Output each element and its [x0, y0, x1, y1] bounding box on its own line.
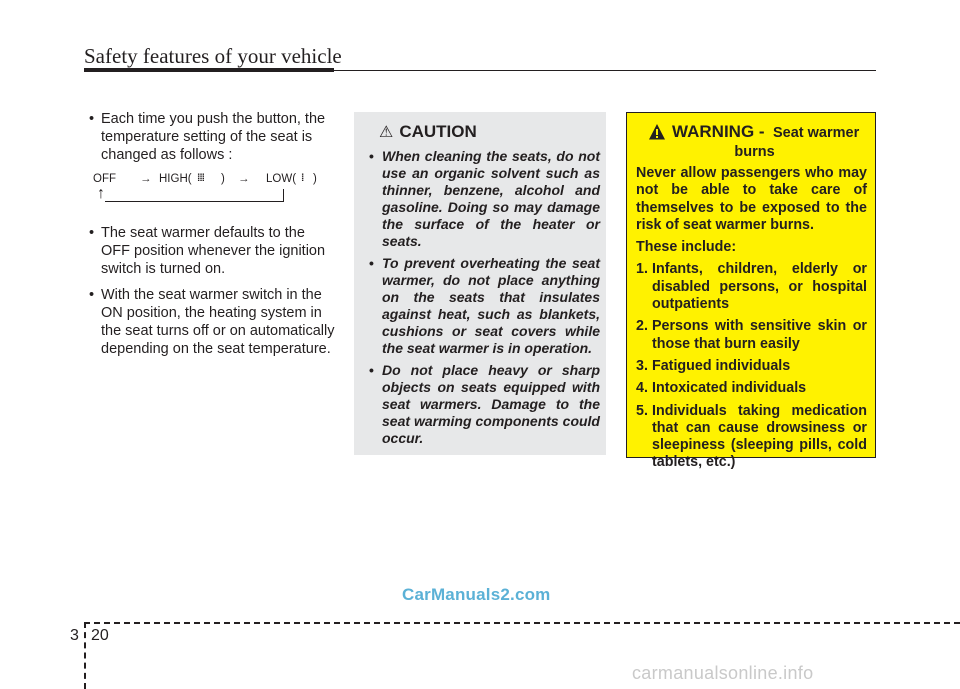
warning-triangle-icon: [648, 123, 666, 141]
warning-heading: [648, 122, 867, 161]
flow-high-close: ): [221, 173, 225, 185]
warning-subtitle-line1: Seat warmer: [773, 125, 860, 141]
warning-subtitle-line2: burns: [734, 144, 775, 160]
watermark-link[interactable]: CarManuals2.com: [402, 585, 551, 604]
flow-return-tick: [283, 189, 284, 202]
page-number: 20: [91, 627, 109, 644]
header-rule-thick: [84, 68, 334, 72]
caution-item-solvent: • When cleaning the seats, do not use an organic solvent such as thinner, benzene, alcohol and gasoline. Doing so may damage the surface of the heater or seats.: [369, 148, 600, 250]
caution-triangle-icon: ⚠: [379, 124, 394, 141]
list-item: 4. Intoxicated individuals: [636, 380, 807, 397]
footer-vertical-divider: [84, 622, 86, 689]
chapter-number: 3: [70, 627, 79, 644]
list-item: 5. Individuals taking medication that can cause drowsiness or sleepiness (sleeping pills, cold tablets, etc.): [636, 402, 867, 471]
caution-item-overheating: • To prevent overheating the seat warmer, do not place anything on the seats that insulates against heat, such as blankets, cushions or seat covers while the seat warmer is in operation.: [369, 255, 600, 357]
warning-include: These include:: [636, 239, 737, 256]
bullet-default-off: • The seat warmer defaults to the OFF position whenever the ignition switch is turned on.: [86, 224, 336, 278]
warning-box: [626, 112, 876, 471]
flow-arrow-1: →: [140, 173, 152, 185]
warning-body: [636, 165, 867, 472]
caution-item-sharp-objects: • Do not place heavy or sharp objects on seats equipped with seat warmers. Damage to the seat warming components could occur.: [369, 362, 600, 447]
left-column: [86, 110, 336, 358]
list-item: 3. Fatigued individuals: [636, 357, 791, 374]
warning-list: [636, 261, 867, 471]
warning-intro: Never allow passengers who may not be able to take care of themselves to be exposed to the risk of seat warmer burns.: [636, 165, 867, 233]
flow-off-label: OFF: [93, 173, 116, 185]
seat-heat-high-icon: ⁞⁞⁞: [197, 173, 204, 184]
list-item: 1. Infants, children, elderly or disabled persons, or hospital outpatients: [636, 261, 867, 313]
temperature-flow-diagram: [93, 173, 323, 209]
header-rule-thin: [334, 70, 876, 71]
caution-box: [354, 112, 606, 455]
flow-arrow-2: →: [238, 173, 250, 185]
caution-heading: [379, 122, 600, 142]
flow-return-line: [105, 201, 283, 202]
flow-low-label: LOW(: [266, 173, 297, 185]
list-item: 2. Persons with sensitive skin or those that burn easily: [636, 318, 867, 352]
watermark-bottom: carmanualsonline.info: [632, 663, 814, 683]
caution-list: [369, 148, 600, 447]
caution-title: CAUTION: [399, 122, 477, 141]
seat-heat-low-icon: ⁞: [301, 173, 304, 184]
flow-low-close: ): [313, 173, 317, 185]
bullet-auto-control: • With the seat warmer switch in the ON position, the heating system in the seat turns off or on automatically depending on the seat temperature.: [86, 286, 336, 358]
flow-high-label: HIGH(: [159, 173, 192, 185]
warning-title: WARNING -: [672, 122, 765, 141]
page-title: Safety features of your vehicle: [84, 44, 342, 68]
footer-divider: [84, 622, 960, 624]
flow-return-arrow-icon: ↑: [97, 185, 105, 202]
bullet-temperature-setting: • Each time you push the button, the temperature setting of the seat is changed as follows :: [86, 110, 336, 164]
